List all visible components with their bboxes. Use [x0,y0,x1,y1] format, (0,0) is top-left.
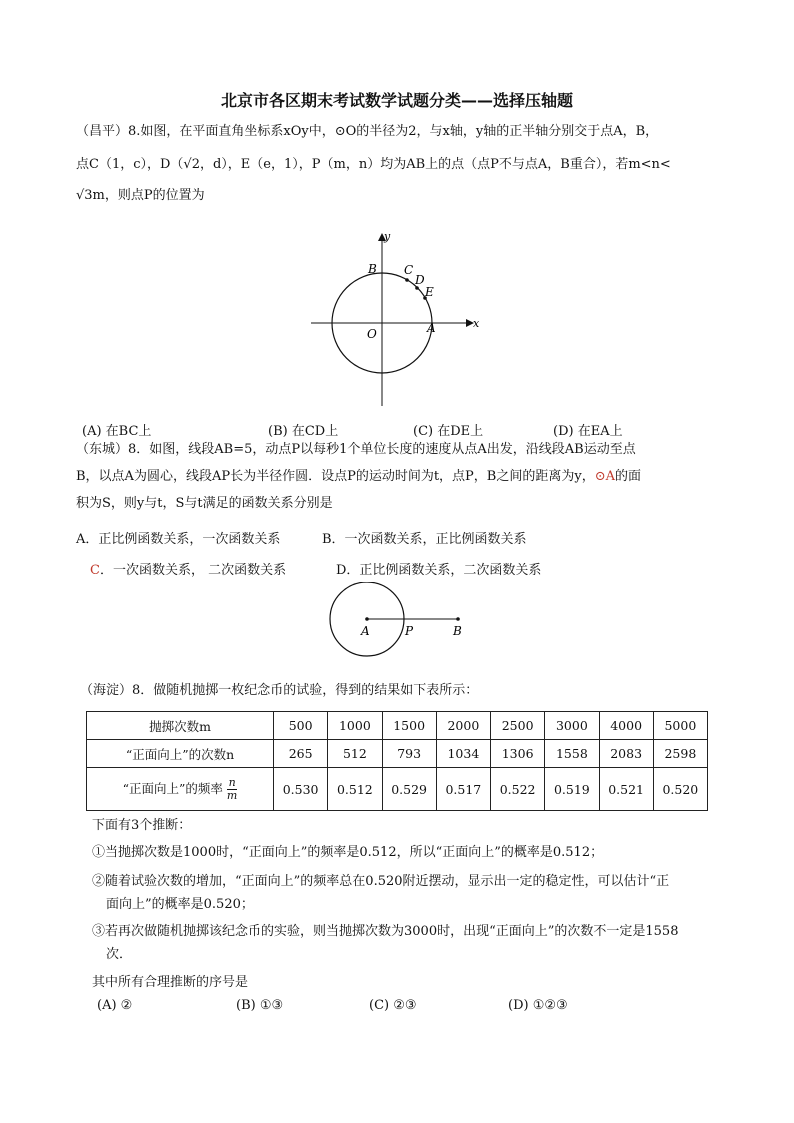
q1-line-1: （昌平）8.如图，在平面直角坐标系xOy中，⊙O的半径为2，与x轴，y轴的正半轴分别交于点A，B， [76,124,659,139]
table-cell: 0.529 [382,768,436,811]
q3-inference-1: ①当抛掷次数是1000时，“正面向上”的频率是0.512，所以“正面向上”的概率是0.512； [92,845,604,860]
row-label-frequency-text: “正面向上”的频率 [122,780,223,796]
q2-option-c-letter: C [90,563,100,578]
table-cell: 1000 [328,712,382,740]
q3-option-d: (D) ①②③ [508,998,568,1013]
q3-option-a: (A) ② [97,998,133,1013]
table-cell: 0.522 [491,768,545,811]
table-cell: 0.512 [328,768,382,811]
q2-segment-figure [325,582,475,660]
table-cell: 0.519 [545,768,599,811]
point-d-label: D [415,273,425,287]
q2-line-2-text: B，以点A为圆心，线段AP长为半径作圆．设点P的运动时间为t，点P，B之间的距离为y， [76,469,595,484]
point-p-label: P [405,624,414,638]
point-a-dot [365,617,369,621]
q1-line-3: √3m，则点P的位置为 [76,188,205,203]
q2-line-2 [76,467,726,487]
table-cell: 3000 [545,712,599,740]
table-cell: 265 [274,740,328,768]
q2-option-b: B．一次函数关系，正比例函数关系 [322,532,527,547]
row-label-heads: “正面向上”的次数n [87,740,274,768]
point-b-label: B [453,624,462,638]
q2-option-c [90,559,286,578]
y-axis-label: y [384,230,391,243]
fraction-n-over-m [227,777,237,802]
x-axis-label: x [473,317,480,330]
point-c-dot [405,278,409,282]
q1-circle-figure [305,228,495,410]
q2-option-c-text: ．一次函数关系， 二次函数关系 [99,563,287,578]
q3-option-b: (B) ①③ [236,998,284,1013]
table-cell: 2083 [599,740,653,768]
table-row-heads [87,740,708,768]
table-cell: 1500 [382,712,436,740]
fraction-numerator: n [228,775,236,789]
table-cell: 0.520 [653,768,707,811]
q1-option-d: (D) 在EA上 [553,424,623,439]
table-cell: 2000 [436,712,490,740]
q3-inference-2a: ②随着试验次数的增加，“正面向上”的频率总在0.520附近摆动，显示出一定的稳定性，可以估计“正 [92,874,670,889]
table-cell: 512 [328,740,382,768]
origin-label: O [367,327,377,341]
q1-line-2: 点C（1，c），D（√2，d），E（e，1），P（m，n）均为AB上的点（点P不与点A，B重合），若m<n< [76,157,671,172]
point-a-label: A [361,624,370,638]
q2-line-1: （东城）8．如图，线段AB=5，动点P以每秒1个单位长度的速度从点A出发，沿线段AB运动至点 [76,442,636,457]
q3-option-c: (C) ②③ [369,998,417,1013]
table-cell: 5000 [653,712,707,740]
q2-line-2-tail: 的面 [614,469,641,484]
point-c-label: C [404,263,414,277]
q2-option-d: D．正比例函数关系，二次函数关系 [336,563,542,578]
table-cell: 0.521 [599,768,653,811]
table-cell: 1558 [545,740,599,768]
point-e-label: E [425,285,434,299]
q3-inference-2b: 面向上”的概率是0.520； [106,897,254,912]
q3-inference-3b: 次． [106,947,133,962]
table-cell: 793 [382,740,436,768]
table-cell: 0.530 [274,768,328,811]
q1-option-a: (A) 在BC上 [82,424,152,439]
point-b-dot [456,617,460,621]
q2-option-a: A．正比例函数关系，一次函数关系 [76,532,281,547]
table-cell: 2598 [653,740,707,768]
point-b-label: B [368,262,377,276]
q2-line-3: 积为S，则y与t，S与t满足的函数关系分别是 [76,496,333,511]
table-cell: 1034 [436,740,490,768]
table-row-frequency [87,768,708,811]
q2-circle-a: ⊙A [594,469,615,484]
q3-question: 其中所有合理推断的序号是 [92,975,249,990]
table-cell: 1306 [491,740,545,768]
q3-intro: （海淀）8．做随机抛掷一枚纪念币的试验，得到的结果如下表所示： [80,683,479,698]
q3-below-text: 下面有3个推断： [92,818,192,833]
point-a-label: A [427,321,436,335]
table-cell: 500 [274,712,328,740]
row-label-frequency [87,768,274,811]
table-cell: 4000 [599,712,653,740]
table-row-throws [87,712,708,740]
q1-option-b: (B) 在CD上 [268,424,339,439]
table-cell: 0.517 [436,768,490,811]
q3-inference-3a: ③若再次做随机抛掷该纪念币的实验，则当抛掷次数为3000时，出现“正面向上”的次数不一定是1558 [92,924,679,939]
row-label-throws: 抛掷次数m [87,712,274,740]
q1-option-c: (C) 在DE上 [413,424,484,439]
page-title: 北京市各区期末考试数学试题分类——选择压轴题 [220,91,573,110]
table-cell: 2500 [491,712,545,740]
frequency-table [86,711,708,811]
fraction-denominator: m [226,788,238,802]
